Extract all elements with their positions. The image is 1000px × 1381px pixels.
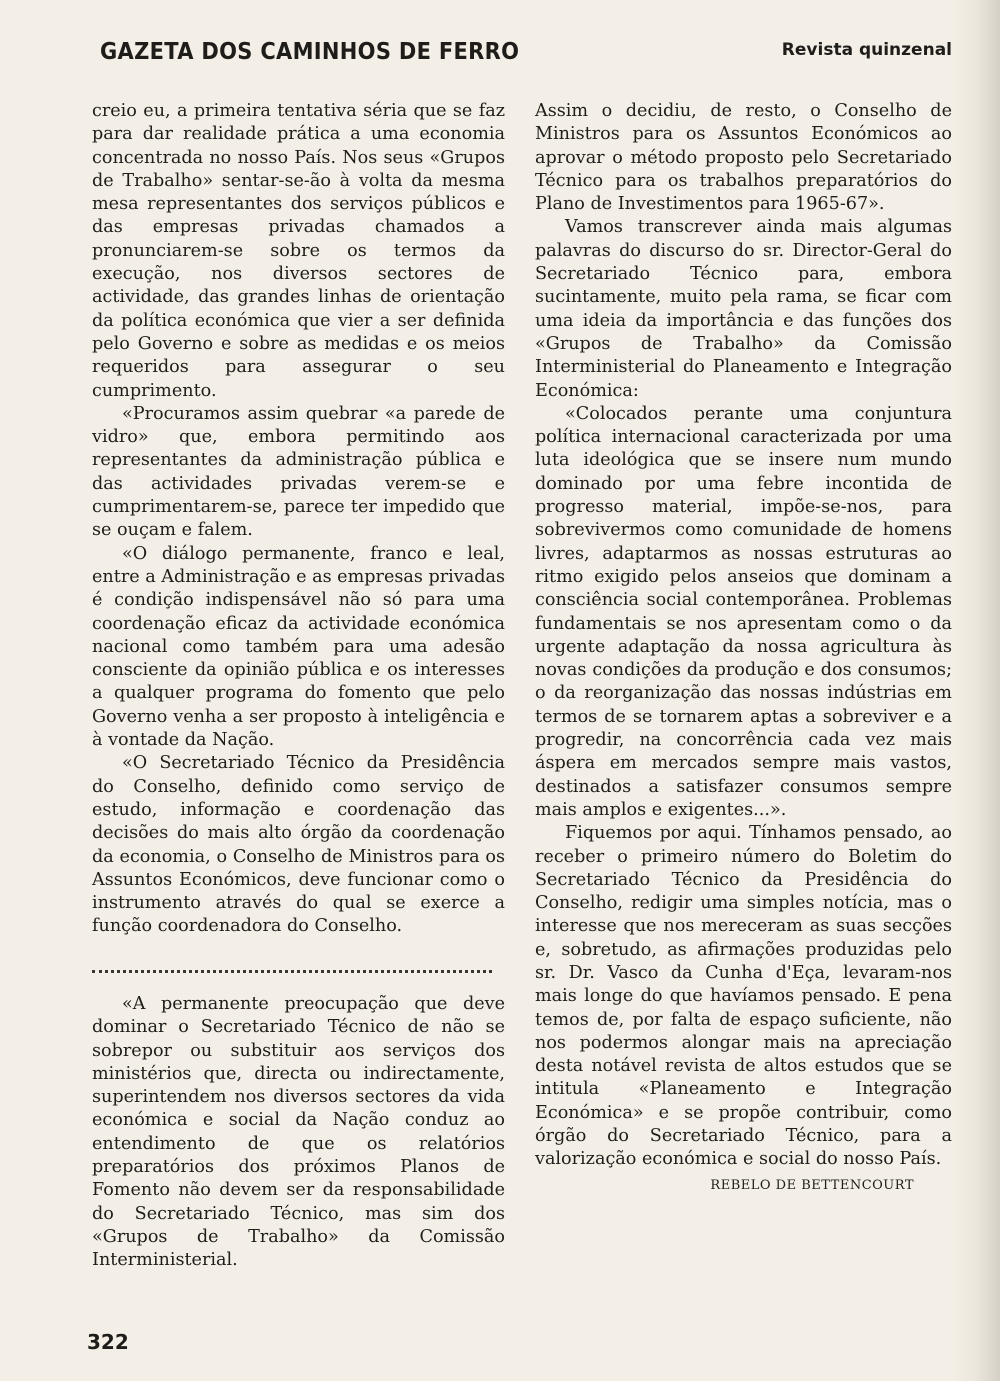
publication-frequency: Revista quinzenal bbox=[781, 40, 952, 60]
publication-title: GAZETA DOS CAMINHOS DE FERRO bbox=[100, 38, 520, 65]
right-column bbox=[535, 100, 952, 1197]
left-paragraph-2: «Procuramos assim quebrar «a parede de vidro» que, embora permitindo aos representantes da administração pública e das actividades privadas verem-se e cumprimentarem-se, parece ter impedido que se ouçam e falem. bbox=[92, 403, 505, 541]
ellipsis-divider bbox=[92, 947, 492, 973]
running-header bbox=[100, 38, 952, 72]
left-column bbox=[92, 100, 505, 1273]
right-paragraph-1: Assim o decidiu, de resto, o Conselho de Ministros para os Assuntos Económicos ao aprovar o método proposto pelo Secretariado Técnico para os trabalhos preparatórios do Plano de Investimentos para 1965-67». bbox=[535, 101, 952, 215]
left-paragraph-5: «A permanente preocupação que deve dominar o Secretariado Técnico de não se sobrepor ou substituir aos serviços dos ministérios que, directa ou indirectamente, superintendem nos diversos sectores da vida económica e social da Nação conduz ao entendimento de que os relatórios preparatórios dos próximos Planos de Fomento não devem ser da responsabilidade do Secretariado Técnico, mas sim dos «Grupos de Trabalho» da Comissão Interministerial. bbox=[92, 993, 505, 1271]
left-paragraph-4: «O Secretariado Técnico da Presidência do Conselho, definido como serviço de estudo, informação e coordenação das decisões do mais alto órgão da coordenação da economia, o Conselho de Ministros para os Assuntos Económicos, deve funcionar como o instrumento através do qual se exerce a função coordenadora do Conselho. bbox=[92, 753, 505, 937]
right-paragraph-3: «Colocados perante uma conjuntura política internacional caracterizada por uma luta ideológica que se insere num mundo dominado por uma febre incontida de progresso material, impõe-se-nos, para sobrevivermos como comunidade de homens livres, adaptarmos as nossas estruturas ao ritmo exigido pelos anseios que dominam a consciência social contemporânea. Problemas fundamentais se nos apresentam como o da urgente adaptação da nossa agricultura às novas condições da produção e dos consumos; o da reorganização das nossas indústrias em termos de se tornarem aptas a sobreviver e a progredir, na concorrência cada vez mais áspera em mercados sempre mais vastos, destinados a satisfazer consumos sempre mais amplos e exigentes...». bbox=[535, 403, 952, 820]
author-signature: REBELO DE BETTENCOURT bbox=[710, 1177, 914, 1193]
right-paragraph-4: Fiquemos por aqui. Tínhamos pensado, ao receber o primeiro número do Boletim do Secretariado Técnico da Presidência do Conselho, redigir uma simples notícia, mas o interesse que nos mereceram as suas secções e, sobretudo, as afirmações produzidas pelo sr. Dr. Vasco da Cunha d'Eça, levaram-nos mais longe do que havíamos pensado. E pena temos de, por falta de espaço suficiente, não nos podermos alongar mais na apreciação desta notável revista de altos estudos que se intitula «Planeamento e Integração Económica» e se propõe contribuir, como órgão do Secretariado Técnico, para a valorização económica e social do nosso País. bbox=[535, 823, 952, 1170]
page-binding-shadow bbox=[952, 0, 1000, 1381]
left-paragraph-1: creio eu, a primeira tentativa séria que se faz para dar realidade prática a uma economia concentrada no nosso País. Nos seus «Grupos de Trabalho» sentar-se-ão à volta da mesma mesa representantes dos serviços públicos e das empresas privadas chamados a pronunciarem-se sobre os termos da execução, nos diversos sectores de actividade, das grandes linhas de orientação da política económica que vier a ser definida pelo Governo e sobre as medidas e os meios requeridos para assegurar o seu cumprimento. bbox=[92, 101, 505, 401]
left-paragraph-3: «O diálogo permanente, franco e leal, entre a Administração e as empresas privadas é condição indispensável não só para uma coordenação eficaz da actividade económica nacional como também para uma adesão consciente da opinião pública e os interesses a qualquer programa do fomento que pelo Governo venha a ser proposto à inteligência e à vontade da Nação. bbox=[92, 543, 506, 751]
page-number: 322 bbox=[87, 1330, 129, 1354]
right-paragraph-2: Vamos transcrever ainda mais algumas palavras do discurso do sr. Director-Geral do Secretariado Técnico para, embora sucintamente, muito pela rama, se ficar com uma ideia da importância e das funções dos «Grupos de Trabalho» da Comissão Interministerial do Planeamento e Integração Económica: bbox=[535, 217, 952, 401]
